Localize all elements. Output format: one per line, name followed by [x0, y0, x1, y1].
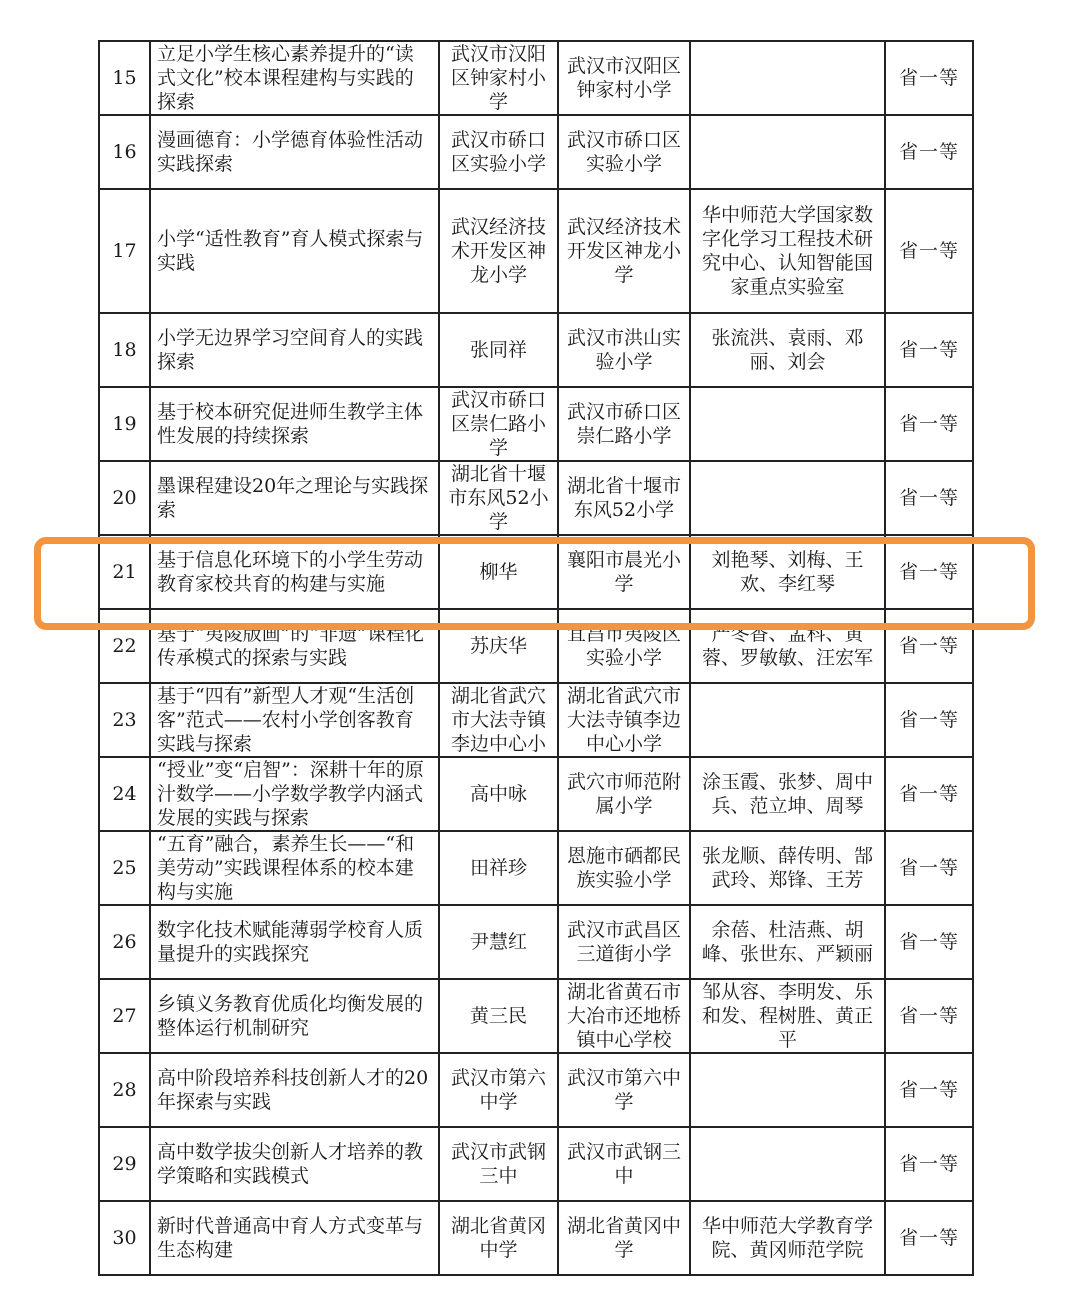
applicant-name: 苏庆华 [439, 609, 558, 683]
applicant-name: 黄三民 [439, 979, 558, 1053]
project-title: 数字化技术赋能薄弱学校育人质量提升的实践探究 [150, 905, 439, 979]
team-members: 邹从容、李明发、乐和发、程树胜、黄正平 [690, 979, 885, 1053]
table-row [99, 831, 973, 905]
applicant-unit: 武汉市汉阳区钟家村小学 [558, 41, 690, 115]
applicant-name: 武汉市汉阳区钟家村小学 [439, 41, 558, 115]
project-title: 立足小学生核心素养提升的“读式文化”校本课程建构与实践的探索 [150, 41, 439, 115]
row-number: 30 [99, 1201, 150, 1275]
project-title: 新时代普通高中育人方式变革与生态构建 [150, 1201, 439, 1275]
award-level: 省一等 [885, 461, 973, 535]
applicant-unit: 武汉市武昌区三道街小学 [558, 905, 690, 979]
applicant-name: 湖北省黄冈中学 [439, 1201, 558, 1275]
applicant-name: 武汉经济技术开发区神龙小学 [439, 189, 558, 313]
applicant-unit: 武汉经济技术开发区神龙小学 [558, 189, 690, 313]
table-row [99, 189, 973, 313]
team-members: 涂玉霞、张梦、周中兵、范立坤、周琴 [690, 757, 885, 831]
award-level: 省一等 [885, 41, 973, 115]
row-number: 21 [99, 535, 150, 609]
award-level: 省一等 [885, 387, 973, 461]
row-number: 25 [99, 831, 150, 905]
applicant-name: 田祥珍 [439, 831, 558, 905]
applicant-name: 湖北省武穴市大法寺镇李边中心小 [439, 683, 558, 757]
applicant-name: 张同祥 [439, 313, 558, 387]
project-title: “五育”融合，素养生长——“和美劳动”实践课程体系的校本建构与实施 [150, 831, 439, 905]
team-members: 余蓓、杜洁燕、胡峰、张世东、严颖丽 [690, 905, 885, 979]
row-number: 28 [99, 1053, 150, 1127]
applicant-name: 尹慧红 [439, 905, 558, 979]
award-level: 省一等 [885, 313, 973, 387]
applicant-unit: 武汉市洪山实验小学 [558, 313, 690, 387]
row-number: 19 [99, 387, 150, 461]
team-members [690, 1053, 885, 1127]
row-number: 15 [99, 41, 150, 115]
award-level: 省一等 [885, 1201, 973, 1275]
table-row [99, 609, 973, 683]
team-members: 张龙顺、薛传明、郜武玲、郑锋、王芳 [690, 831, 885, 905]
row-number: 20 [99, 461, 150, 535]
team-members: 华中师范大学国家数字化学习工程技术研究中心、认知智能国家重点实验室 [690, 189, 885, 313]
project-title: 高中数学拔尖创新人才培养的教学策略和实践模式 [150, 1127, 439, 1201]
project-title: 基于“四有”新型人才观“生活创客”范式——农村小学创客教育实践与探索 [150, 683, 439, 757]
applicant-unit: 武汉市武钢三中 [558, 1127, 690, 1201]
applicant-unit: 宜昌市夷陵区实验小学 [558, 609, 690, 683]
table-row [99, 115, 973, 189]
row-number: 23 [99, 683, 150, 757]
team-members [690, 461, 885, 535]
row-number: 26 [99, 905, 150, 979]
applicant-unit: 湖北省黄冈中学 [558, 1201, 690, 1275]
project-title: 乡镇义务教育优质化均衡发展的整体运行机制研究 [150, 979, 439, 1053]
row-number: 22 [99, 609, 150, 683]
row-number: 16 [99, 115, 150, 189]
applicant-unit: 恩施市硒都民族实验小学 [558, 831, 690, 905]
award-level: 省一等 [885, 535, 973, 609]
applicant-unit: 武汉市第六中学 [558, 1053, 690, 1127]
table-row [99, 757, 973, 831]
award-level: 省一等 [885, 979, 973, 1053]
table-row [99, 683, 973, 757]
team-members [690, 387, 885, 461]
applicant-unit: 湖北省武穴市大法寺镇李边中心小学 [558, 683, 690, 757]
award-level: 省一等 [885, 1127, 973, 1201]
table-row [99, 535, 973, 609]
applicant-name: 高中咏 [439, 757, 558, 831]
table-row [99, 313, 973, 387]
award-level: 省一等 [885, 683, 973, 757]
applicant-unit: 武穴市师范附属小学 [558, 757, 690, 831]
applicant-unit: 湖北省黄石市大冶市还地桥镇中心学校 [558, 979, 690, 1053]
table-row [99, 1053, 973, 1127]
applicant-name: 柳华 [439, 535, 558, 609]
applicant-name: 武汉市武钢三中 [439, 1127, 558, 1201]
row-number: 24 [99, 757, 150, 831]
project-title: 小学无边界学习空间育人的实践探索 [150, 313, 439, 387]
team-members: 严冬香、孟科、黄蓉、罗敏敏、汪宏军 [690, 609, 885, 683]
applicant-unit: 武汉市硚口区实验小学 [558, 115, 690, 189]
table-row [99, 41, 973, 115]
row-number: 17 [99, 189, 150, 313]
table-row [99, 1127, 973, 1201]
applicant-name: 湖北省十堰市东风52小学 [439, 461, 558, 535]
applicant-unit: 武汉市硚口区崇仁路小学 [558, 387, 690, 461]
row-number: 27 [99, 979, 150, 1053]
applicant-name: 武汉市硚口区实验小学 [439, 115, 558, 189]
team-members [690, 41, 885, 115]
award-level: 省一等 [885, 831, 973, 905]
project-title: 基于校本研究促进师生教学主体性发展的持续探索 [150, 387, 439, 461]
award-table [98, 40, 974, 1276]
applicant-name: 武汉市第六中学 [439, 1053, 558, 1127]
award-level: 省一等 [885, 905, 973, 979]
table-row [99, 387, 973, 461]
project-title: 小学“适性教育”育人模式探索与实践 [150, 189, 439, 313]
team-members: 张流洪、袁雨、邓丽、刘会 [690, 313, 885, 387]
table-row [99, 461, 973, 535]
project-title: 漫画德育：小学德育体验性活动实践探索 [150, 115, 439, 189]
award-level: 省一等 [885, 609, 973, 683]
award-level: 省一等 [885, 115, 973, 189]
project-title: 墨课程建设20年之理论与实践探索 [150, 461, 439, 535]
applicant-unit: 襄阳市晨光小学 [558, 535, 690, 609]
project-title: “授业”变“启智”：深耕十年的原汁数学——小学数学教学内涵式发展的实践与探索 [150, 757, 439, 831]
applicant-name: 武汉市硚口区崇仁路小学 [439, 387, 558, 461]
row-number: 29 [99, 1127, 150, 1201]
project-title: 高中阶段培养科技创新人才的20年探索与实践 [150, 1053, 439, 1127]
applicant-unit: 湖北省十堰市东风52小学 [558, 461, 690, 535]
team-members: 华中师范大学教育学院、黄冈师范学院 [690, 1201, 885, 1275]
table-body [99, 41, 973, 1275]
team-members: 刘艳琴、刘梅、王欢、李红琴 [690, 535, 885, 609]
award-level: 省一等 [885, 189, 973, 313]
team-members [690, 115, 885, 189]
team-members [690, 1127, 885, 1201]
award-level: 省一等 [885, 757, 973, 831]
table-row [99, 905, 973, 979]
team-members [690, 683, 885, 757]
row-number: 18 [99, 313, 150, 387]
project-title: 基于信息化环境下的小学生劳动教育家校共育的构建与实施 [150, 535, 439, 609]
table-row [99, 979, 973, 1053]
award-level: 省一等 [885, 1053, 973, 1127]
project-title: 基于“夷陵版画”的“非遗”课程化传承模式的探索与实践 [150, 609, 439, 683]
table-row [99, 1201, 973, 1275]
